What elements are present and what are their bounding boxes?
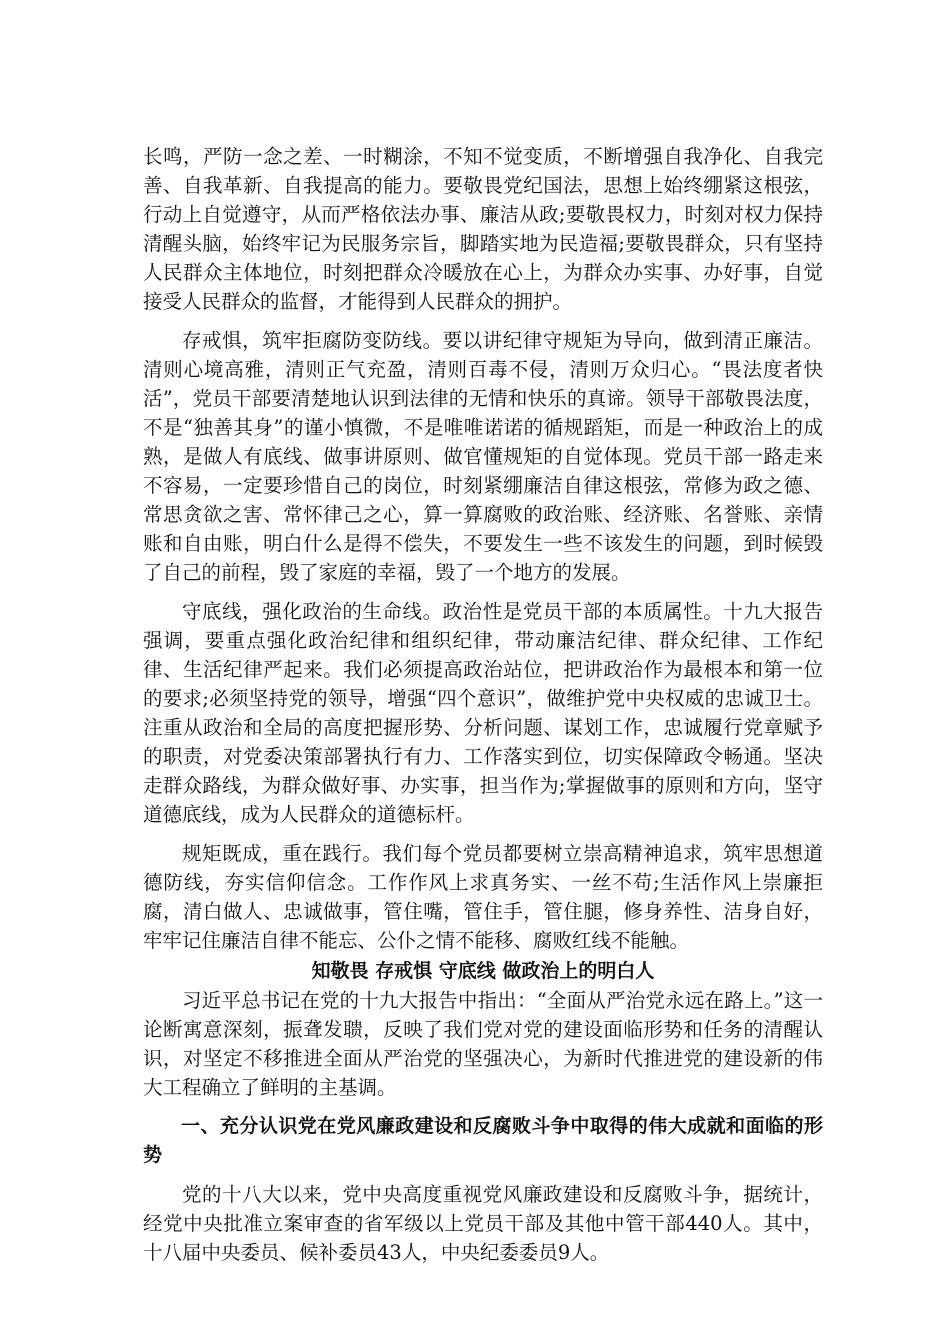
article-intro: 习近平总书记在党的十九大报告中指出：“全面从严治党永远在路上。”这一论断寓意深刻，振聋发聩，反映了我们党对党的建设面临形势和任务的清醒认识，对坚定不移推进全面从严治党的坚强决心，为新时代推进党的建设新的伟大工程确立了鲜明的主基调。 — [143, 989, 823, 1099]
paragraph-practice: 规矩既成，重在践行。我们每个党员都要树立崇高精神追求，筑牢思想道德防线，夯实信仰信念。工作作风上求真务实、一丝不苟;生活作风上崇廉拒腐，清白做人、忠诚做事，管住嘴，管住手，管住腿，修身养性、洁身自好，牢牢记住廉洁自律不能忘、公仆之情不能移、腐败红线不能触。 — [143, 842, 823, 952]
paragraph-awe: 长鸣，严防一念之差、一时糊涂，不知不觉变质，不断增强自我净化、自我完善、自我革新、自我提高的能力。要敬畏党纪国法，思想上始终绷紧这根弦，行动上自觉遵守，从而严格依法办事、廉洁从政;要敬畏权力，时刻对权力保持清醒头脑，始终牢记为民服务宗旨，脚踏实地为民造福;要敬畏群众，只有坚持人民群众主体地位，时刻把群众冷暖放在心上，为群众办实事、办好事，自觉接受人民群众的监督，才能得到人民群众的拥护。 — [143, 145, 823, 313]
article-title: 知敬畏 存戒惧 守底线 做政治上的明白人 — [311, 960, 655, 982]
section-heading: 一、充分认识党在党风廉政建设和反腐败斗争中取得的伟大成就和面临的形势 — [143, 1115, 823, 1166]
paragraph-caution: 存戒惧，筑牢拒腐防变防线。要以讲纪律守规矩为导向，做到清正廉洁。清则心境高雅，清则正气充盈，清则百毒不侵，清则万众归心。“畏法度者快活”，党员干部要清楚地认识到法律的无情和快乐的真谛。领导干部敬畏法度，不是“独善其身”的谨小慎微，不是唯唯诺诺的循规蹈矩，而是一种政治上的成熟，是做人有底线、做事讲原则、做官懂规矩的自觉体现。党员干部一路走来不容易，一定要珍惜自己的岗位，时刻紧绷廉洁自律这根弦，常修为政之德、常思贪欲之害、常怀律己之心，算一算腐败的政治账、经济账、名誉账、亲情账和自由账，明白什么是得不偿失，不要发生一些不该发生的问题，到时候毁了自己的前程，毁了家庭的幸福，毁了一个地方的发展。 — [143, 329, 823, 584]
paragraph-bottom-line: 守底线，强化政治的生命线。政治性是党员干部的本质属性。十九大报告强调，要重点强化政治纪律和组织纪律，带动廉洁纪律、群众纪律、工作纪律、生活纪律严起来。我们必须提高政治站位，把讲政治作为最根本和第一位的要求;必须坚持党的领导，增强“四个意识”，做维护党中央权威的忠诚卫士。注重从政治和全局的高度把握形势、分析问题、谋划工作，忠诚履行党章赋予的职责，对党委决策部署执行有力、工作落实到位，切实保障政令畅通。坚决走群众路线，为群众做好事、办实事，担当作为;掌握做事的原则和方向，坚守道德底线，成为人民群众的道德标杆。 — [143, 600, 823, 826]
document-body — [143, 142, 823, 1267]
section-paragraph: 党的十八大以来，党中央高度重视党风廉政建设和反腐败斗争，据统计，经党中央批准立案审查的省军级以上党员干部及其他中管干部440人。其中，十八届中央委员、候补委员43人，中央纪委委员9人。 — [143, 1183, 823, 1264]
